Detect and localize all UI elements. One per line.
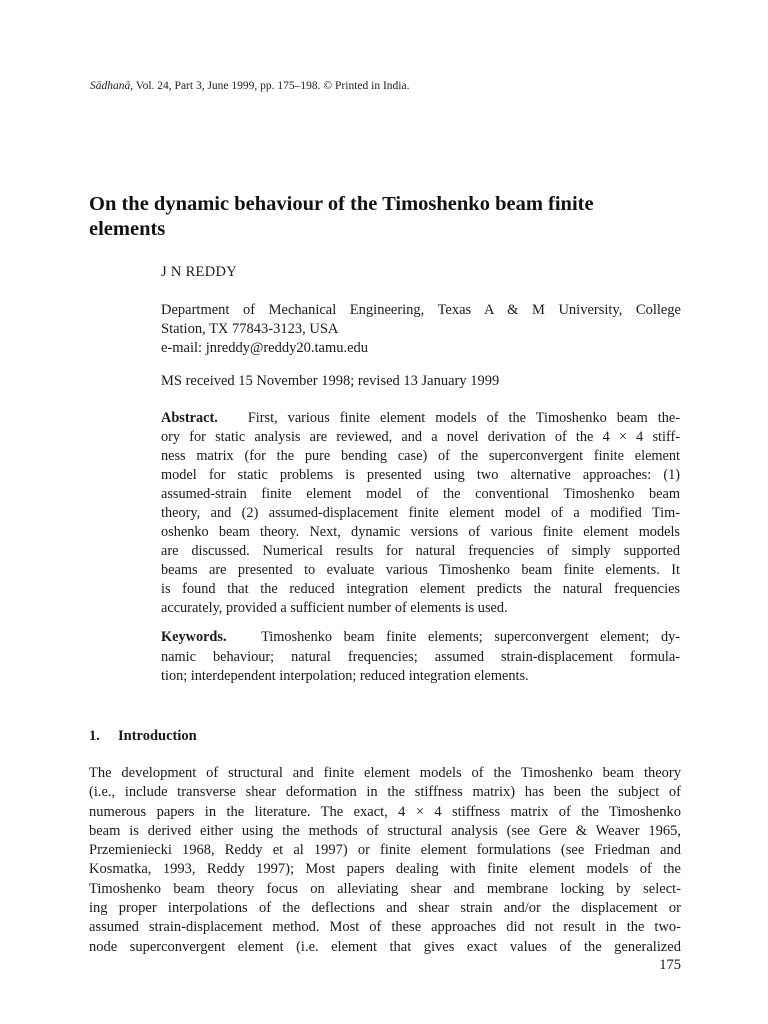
author-email: e-mail: jnreddy@reddy20.tamu.edu <box>161 340 369 356</box>
body-line: The development of structural and finite element models of the Timoshenko beam theory <box>89 765 681 781</box>
abstract-line: are discussed. Numerical results for natural frequencies of simply supported <box>161 543 680 559</box>
affiliation-line-1: Department of Mechanical Engineering, Texas A & M University, College <box>161 302 681 318</box>
keywords-text: Timoshenko beam finite elements; superconvergent element; dy- <box>261 629 681 645</box>
abstract-line: ory for static analysis are reviewed, and a novel derivation of the 4 × 4 stiff- <box>161 429 680 445</box>
author-affiliation <box>161 301 681 358</box>
keywords-line: namic behaviour; natural frequencies; assumed strain-displacement formula- <box>161 648 680 665</box>
section-number: 1. <box>89 728 100 744</box>
abstract-line: accurately, provided a sufficient number of elements is used. <box>161 600 508 616</box>
abstract-text: First, various finite element models of the Timoshenko beam the- <box>247 410 680 426</box>
author-name: J N REDDY <box>161 264 238 280</box>
body-line: (i.e., include transverse shear deformation in the stiffness matrix) has been the subject of <box>89 784 681 801</box>
received-dates: MS received 15 November 1998; revised 13 January 1999 <box>161 373 500 389</box>
keywords-line <box>161 628 680 648</box>
keywords-line: tion; interdependent interpolation; reduced integration elements. <box>161 668 529 684</box>
running-head <box>90 79 409 93</box>
body-line: node superconvergent element (i.e. element that gives exact values of the generalized <box>89 938 681 955</box>
abstract-line: model for static problems is presented using two alternative approaches: (1) <box>161 467 680 483</box>
section-heading <box>89 727 197 745</box>
abstract-line: oshenko beam theory. Next, dynamic versions of various finite element models <box>161 524 680 540</box>
title-line-1: On the dynamic behaviour of the Timoshenko beam finite <box>89 193 594 215</box>
abstract-line: beams are presented to evaluate various Timoshenko beam finite elements. It <box>161 562 680 578</box>
keywords-label: Keywords. <box>161 629 227 645</box>
title-line-2: elements <box>89 218 166 240</box>
body-line: beam is derived either using the methods of structural analysis (see Gere & Weaver 1965, <box>89 822 681 839</box>
journal-name: Sādhanā <box>90 80 131 92</box>
abstract-line <box>161 409 680 428</box>
abstract-line: ness matrix (for the pure bending case) of the superconvergent finite element <box>161 448 680 464</box>
journal-citation: , Vol. 24, Part 3, June 1999, pp. 175–198. © Printed in India. <box>130 80 410 92</box>
abstract-label: Abstract. <box>161 410 218 426</box>
abstract-line: theory, and (2) assumed-displacement finite element model of a modified Tim- <box>161 505 680 521</box>
body-line: Kosmatka, 1993, Reddy 1997); Most papers dealing with finite element models of the <box>89 861 681 878</box>
abstract <box>161 409 680 618</box>
body-line: numerous papers in the literature. The exact, 4 × 4 stiffness matrix of the Timoshenko <box>89 803 681 820</box>
body-text <box>89 764 681 957</box>
body-line: ing proper interpolations of the deflections and shear strain and/or the displacement or <box>89 900 681 917</box>
section-title: Introduction <box>118 728 197 744</box>
abstract-line: is found that the reduced integration element predicts the natural frequencies <box>161 581 680 597</box>
page-number: 175 <box>659 957 681 973</box>
affiliation-line-2: Station, TX 77843-3123, USA <box>161 321 339 337</box>
body-line: Timoshenko beam theory focus on alleviating shear and membrane locking by select- <box>89 880 681 897</box>
body-line: Przemieniecki 1968, Reddy et al 1997) or finite element formulations (see Friedman and <box>89 842 681 859</box>
paper-title <box>89 192 689 242</box>
abstract-line: assumed-strain finite element model of the conventional Timoshenko beam <box>161 486 680 502</box>
keywords <box>161 628 680 687</box>
body-line: assumed strain-displacement method. Most of these approaches did not result in the two- <box>89 919 681 936</box>
